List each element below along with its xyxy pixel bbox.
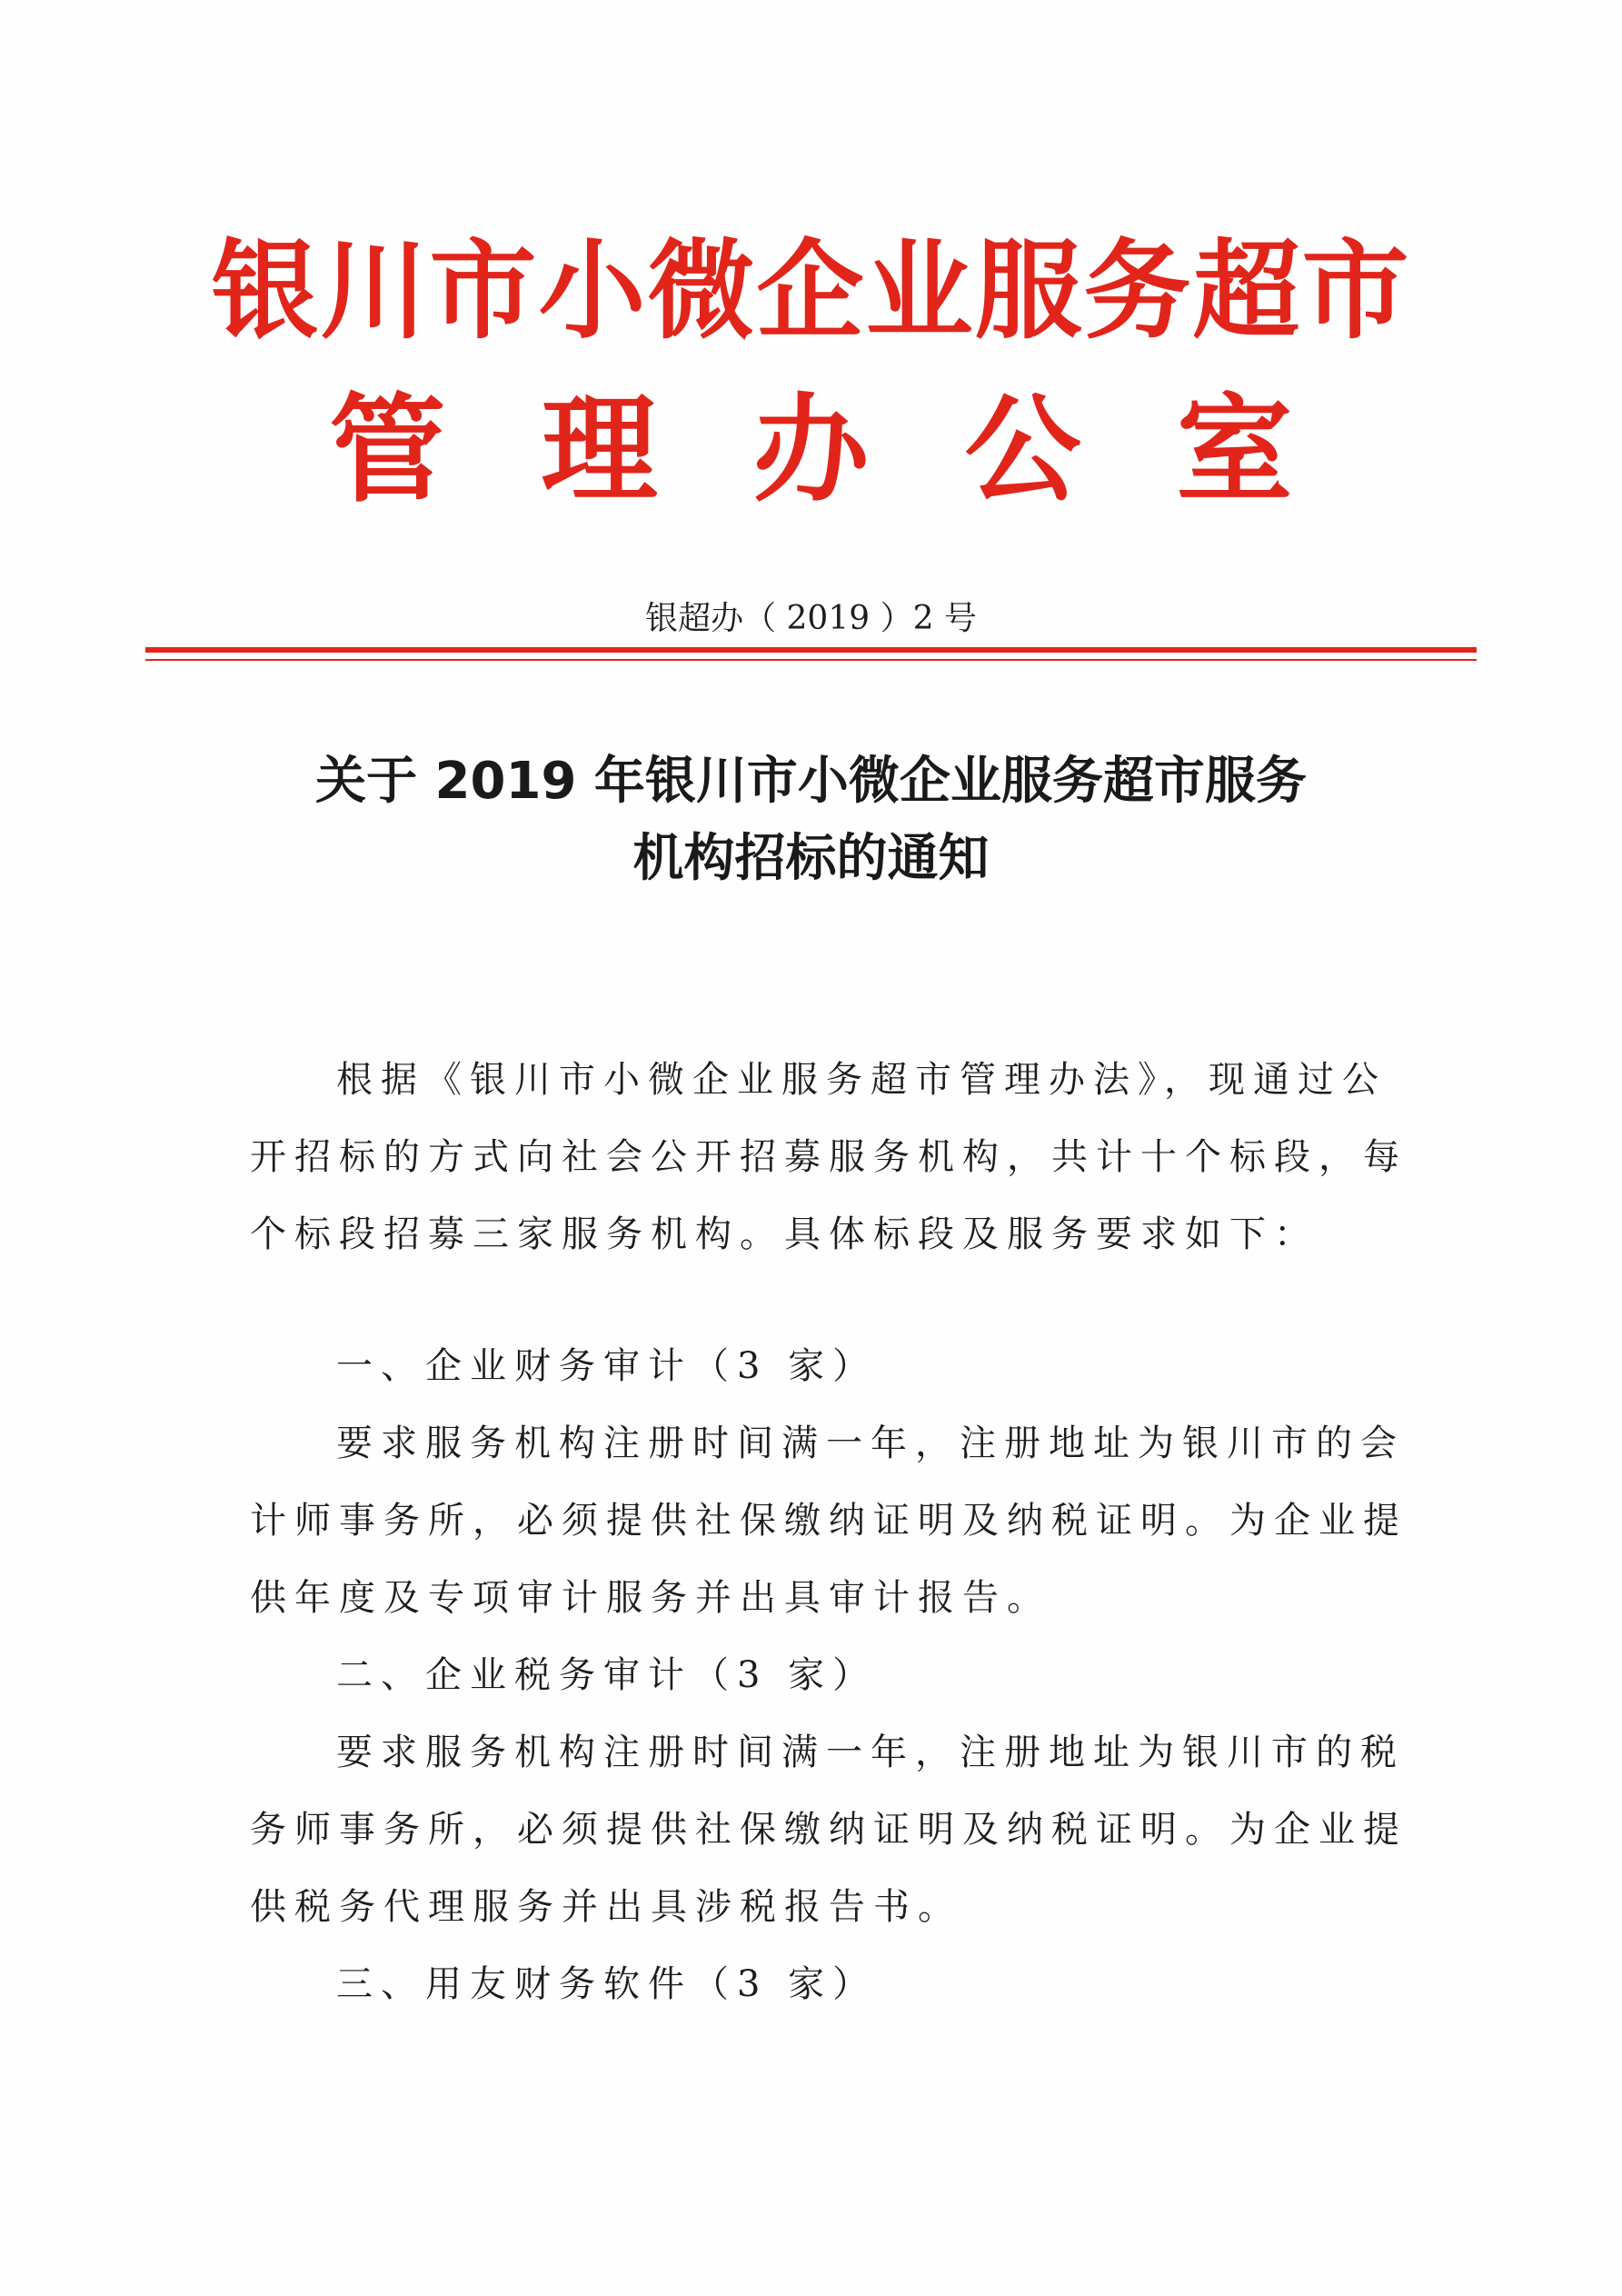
intro-paragraph-line1: 根据《银川市小微企业服务超市管理办法》，现通过公 — [336, 1059, 1387, 1101]
document-number: 银超办（ 2019 ）2 号 — [645, 600, 977, 637]
issuing-organization-line2: 管理办公室 — [329, 382, 1388, 518]
intro-paragraph-line3: 个标段招募三家服务机构。具体标段及服务要求如下： — [250, 1213, 1318, 1255]
section3-heading: 三、用友财务软件（3 家） — [336, 1963, 878, 2005]
notice-title-line1: 关于 2019 年银川市小微企业服务超市服务 — [315, 752, 1307, 811]
intro-paragraph-line2: 开招标的方式向社会公开招募服务机构，共计十个标段，每 — [250, 1136, 1408, 1178]
header-divider-thin — [145, 659, 1477, 661]
section1-text-line3: 供年度及专项审计服务并出具审计报告。 — [250, 1577, 1051, 1619]
section1-text-line2: 计师事务所，必须提供社保缴纳证明及纳税证明。为企业提 — [250, 1500, 1408, 1542]
section1-heading: 一、企业财务审计（3 家） — [336, 1345, 878, 1387]
issuing-organization-line1: 银川市小微企业服务超市 — [211, 227, 1411, 354]
header-divider-thick — [145, 647, 1477, 653]
section2-text-line1: 要求服务机构注册时间满一年，注册地址为银川市的税 — [336, 1732, 1405, 1773]
section2-text-line2: 务师事务所，必须提供社保缴纳证明及纳税证明。为企业提 — [250, 1809, 1408, 1851]
section1-text-line1: 要求服务机构注册时间满一年，注册地址为银川市的会 — [336, 1423, 1405, 1464]
section2-heading: 二、企业税务审计（3 家） — [336, 1654, 878, 1696]
section2-text-line3: 供税务代理服务并出具涉税报告书。 — [250, 1886, 962, 1928]
notice-title-line2: 机构招标的通知 — [632, 829, 990, 888]
